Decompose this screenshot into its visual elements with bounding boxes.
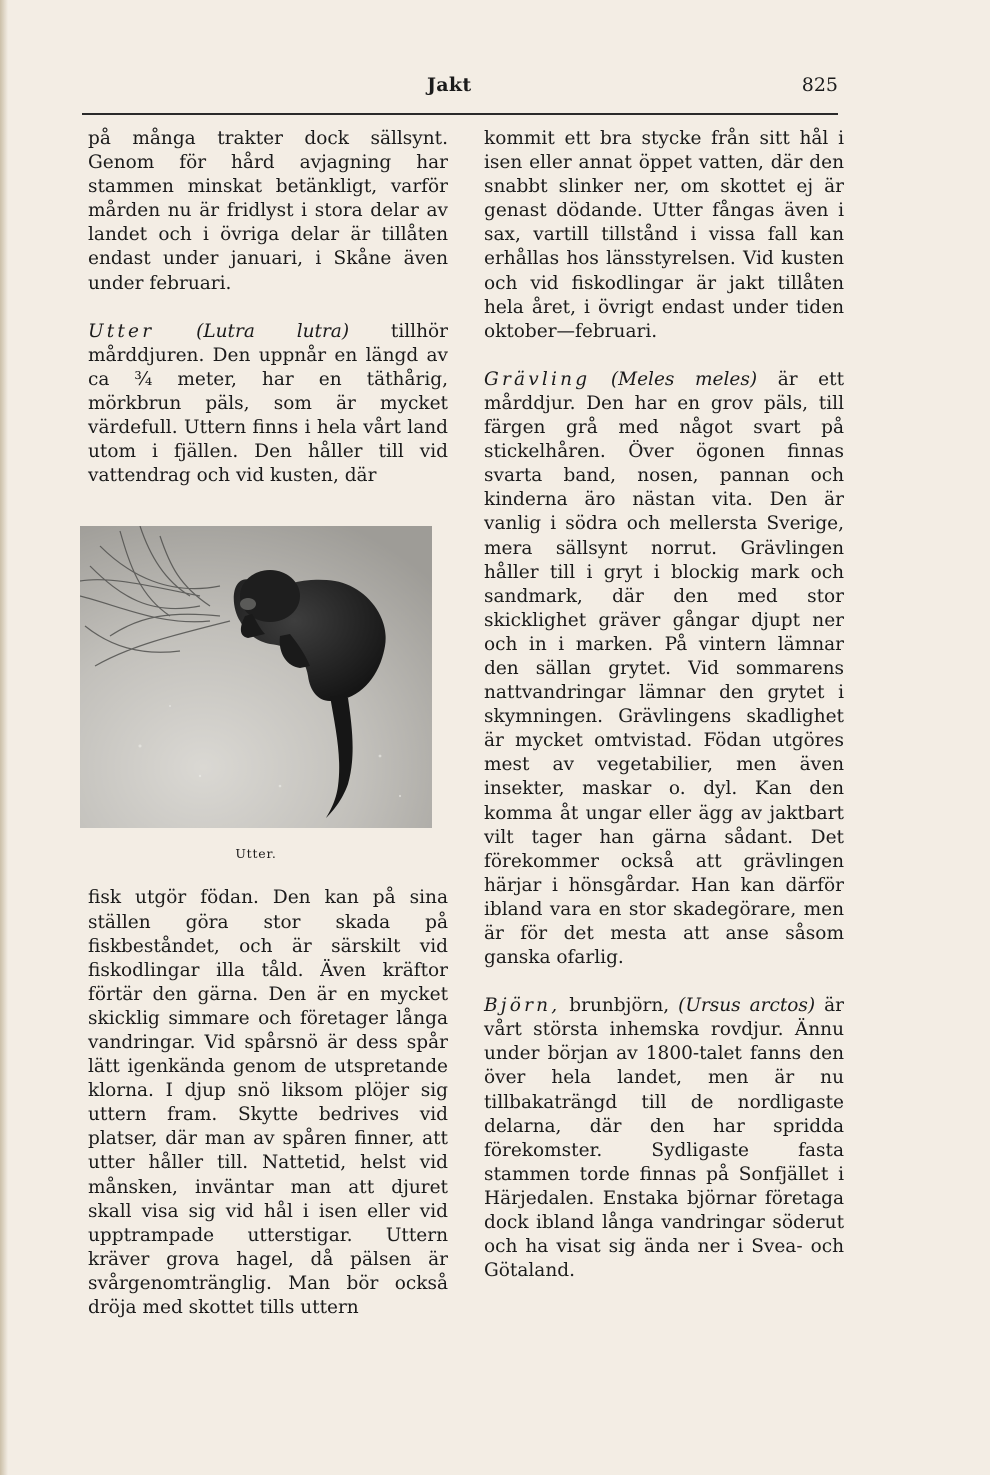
running-title: Jakt (427, 74, 472, 96)
species-name-bear: Björn, (484, 995, 561, 1017)
bear-common-name: brunbjörn, (560, 995, 679, 1017)
right-column (484, 127, 844, 1283)
latin-name-otter: (Lutra lutra) (196, 320, 350, 342)
otter-photo (80, 526, 432, 828)
paragraph-otter (88, 320, 448, 489)
header-rule (82, 113, 838, 115)
paragraph-bear (484, 994, 844, 1283)
badger-description: är ett mårddjur. Den har en grov päls, till färgen grå med något svart på stickelhåren. Över ögonen finnas svarta band, nosen, pannan och kinderna äro nästan vita. Den är vanlig i södra och mellersta Sverige, mera sällsynt norrut. Grävlingen håller till i gryt i blockig mark och sandmark, där den med stor skicklighet gräver gångar djupt ner och in i marken. På vintern lämnar den sällan grytet. Vid sommarens nattvandringar lämnar den grytet i skymningen. Grävlingens skadlighet är mycket omtvistad. Födan utgöres mest av vegetabilier, men även insekter, maskar o. dyl. Kan den komma åt ungar eller ägg av jaktbart vilt tager han gärna sådant. Det förekommer också att grävlingen härjar i hönsgårdar. Han kan därför ibland vara en stor skadegörare, men är för det mesta att anse såsom ganska ofarlig. (484, 368, 844, 969)
paragraph-badger (484, 368, 844, 970)
latin-name-badger: (Meles meles) (610, 368, 758, 390)
otter-figure (80, 526, 432, 866)
latin-name-bear: (Ursus arctos) (678, 995, 816, 1017)
paragraph-otter-end: kommit ett bra stycke från sitt hål i isen eller annat öppet vatten, där den snabbt slinker ner, om skottet ej är genast dödande. Utter fångas även i sax, vartill tillstånd i vissa fall kan erhållas hos länsstyrelsen. Vid kusten och vid fiskodlingar är jakt tillåten hela året, i övrigt endast under tiden oktober—februari. (484, 128, 844, 342)
paragraph-marten-end: på många trakter dock sällsynt. Genom för hård avjagning har stammen minskat betänkligt, varför mården nu är fridlyst i stora delar av landet och i övriga delar är tillåten endast under januari, i Skåne även under februari. (88, 128, 448, 294)
page-number: 825 (801, 74, 838, 96)
species-name-badger: Grävling (484, 368, 591, 390)
figure-caption: Utter. (235, 846, 277, 862)
bear-description: är vårt största inhemska rovdjur. Ännu under början av 1800-talet fanns den över hela landet, men är nu tillbakaträngd till de nordligaste delarna, där den har spridda förekomster. Sydligaste fasta stammen torde finnas på Sonfjället i Härjedalen. Enstaka björnar företaga dock ibland långa vandringar söderut och ha visat sig ända ner i Svea- och Götaland. (484, 995, 844, 1282)
species-name-otter: Utter (88, 320, 155, 342)
otter-description: tillhör mårddjuren. Den uppnår en längd av ca ¾ meter, har en täthårig, mörkbrun päls, som är mycket värdefull. Uttern finns i hela vårt land utom i fjällen. Den håller till vid vattendrag och vid kusten, där (88, 320, 448, 487)
left-column (88, 127, 448, 1320)
paragraph-otter-continued: fisk utgör födan. Den kan på sina ställen göra stor skada på fiskbeståndet, och är särskilt vid fiskodlingar illa tåld. Även kräftor förtär den gärna. Den är en mycket skicklig simmare och företager långa vandringar. Vid spårsnö är dess spår lätt igenkända genom de utspretande klorna. I djup snö liksom plöjer sig uttern fram. Skytte bedrives vid platser, där man av spåren finner, att utter håller till. Nattetid, helst vid månsken, inväntar man att djuret skall visa sig vid hål i isen eller vid upptrampade utterstigar. Uttern kräver grova hagel, då pälsen är svårgenomtränglig. Man bör också dröja med skottet tills uttern (88, 887, 448, 1318)
page-header (82, 72, 838, 102)
page-edge-shadow (0, 0, 8, 1475)
